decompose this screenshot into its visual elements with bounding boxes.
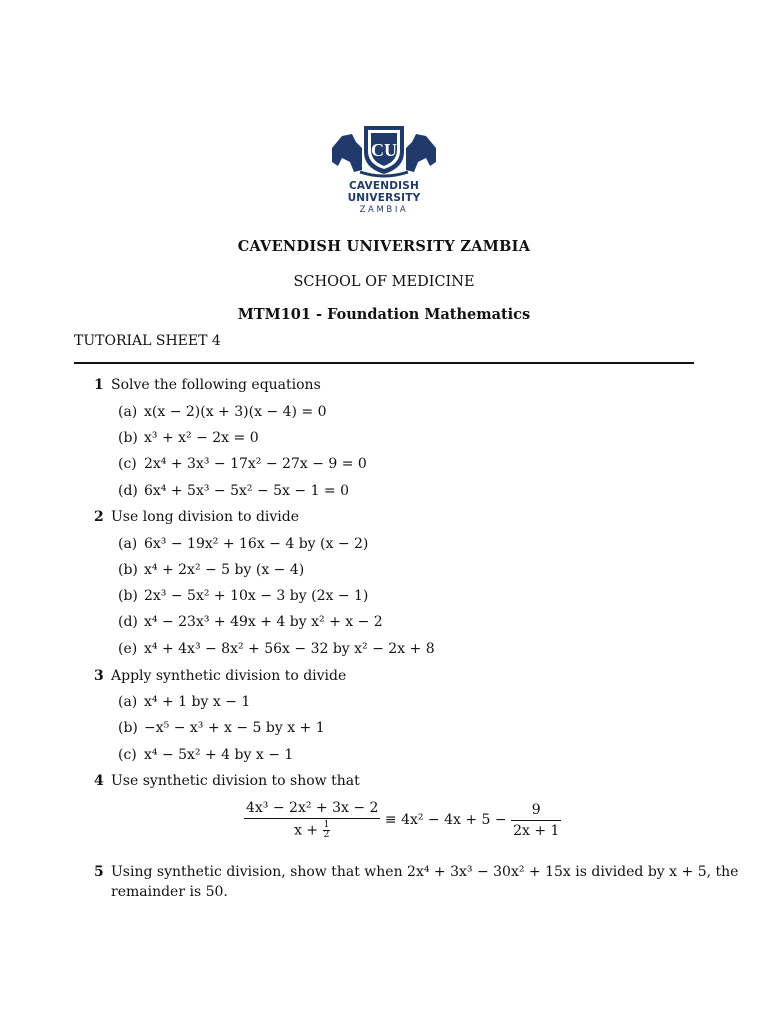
- list-item: [118, 483, 349, 499]
- item-label: (d): [118, 483, 138, 499]
- course-title: MTM101 - Foundation Mathematics: [237, 306, 531, 323]
- lhs-numerator: 4x³ − 2x² + 3x − 2: [246, 800, 379, 816]
- item-label: (b): [118, 430, 138, 446]
- logo-text-cavendish: CAVENDISH: [349, 180, 419, 192]
- lhs-fraction: [244, 800, 380, 840]
- tutorial-sheet-label: TUTORIAL SHEET 4: [74, 333, 221, 349]
- item-expression: x(x − 2)(x + 3)(x − 4) = 0: [144, 404, 327, 420]
- question-prompt: Use long division to divide: [111, 509, 300, 525]
- question-prompt: Use synthetic division to show that: [111, 773, 360, 789]
- item-label: (b): [118, 720, 138, 736]
- list-item: [118, 456, 367, 472]
- equation-middle: ≡ 4x² − 4x + 5 −: [384, 812, 507, 828]
- question-text-line1: Using synthetic division, show that when 2x⁴ + 3x³ − 30x² + 15x is divided by x + 5, the: [111, 864, 739, 880]
- list-item: [118, 536, 368, 552]
- list-item: [118, 747, 293, 763]
- list-item: [118, 404, 327, 420]
- school-title: SCHOOL OF MEDICINE: [293, 274, 475, 290]
- question-number: 1: [94, 377, 104, 393]
- list-item: [118, 430, 259, 446]
- item-label: (c): [118, 747, 137, 763]
- crest-monogram: CU: [371, 140, 397, 160]
- question-prompt: Solve the following equations: [111, 377, 321, 393]
- half-fraction: [323, 821, 331, 840]
- item-label: (a): [118, 536, 138, 552]
- logo-text-zambia: ZAMBIA: [359, 205, 409, 215]
- item-expression: x⁴ − 5x² + 4 by x − 1: [144, 747, 294, 763]
- lhs-denominator: [244, 818, 380, 840]
- question-number: 5: [94, 864, 104, 880]
- item-expression: x⁴ − 23x³ + 49x + 4 by x² + x − 2: [144, 614, 383, 630]
- right-lion-shape: [406, 134, 436, 172]
- rhs-numerator: 9: [531, 801, 541, 818]
- list-item: [118, 562, 304, 578]
- item-expression: x⁴ + 2x² − 5 by (x − 4): [144, 562, 305, 578]
- item-expression: 6x³ − 19x² + 16x − 4 by (x − 2): [144, 536, 369, 552]
- display-equation: [244, 800, 561, 840]
- half-numerator: 1: [323, 820, 330, 830]
- item-label: (b): [118, 588, 138, 604]
- header-divider: [74, 362, 694, 364]
- question-number: 3: [94, 668, 104, 684]
- logo-text-university: UNIVERSITY: [347, 192, 421, 204]
- item-label: (b): [118, 562, 138, 578]
- item-label: (d): [118, 614, 138, 630]
- item-expression: 2x³ − 5x² + 10x − 3 by (2x − 1): [144, 588, 369, 604]
- item-label: (c): [118, 456, 137, 472]
- item-expression: −x⁵ − x³ + x − 5 by x + 1: [144, 720, 325, 736]
- item-expression: 2x⁴ + 3x³ − 17x² − 27x − 9 = 0: [144, 456, 367, 472]
- university-title: CAVENDISH UNIVERSITY ZAMBIA: [237, 238, 531, 255]
- list-item: [118, 641, 435, 657]
- item-label: (a): [118, 404, 138, 420]
- question-prompt: Apply synthetic division to divide: [111, 668, 347, 684]
- question-number: 2: [94, 509, 104, 525]
- list-item: [118, 720, 325, 736]
- item-label: (a): [118, 694, 138, 710]
- half-denominator: 2: [323, 830, 330, 840]
- item-expression: x⁴ + 1 by x − 1: [144, 694, 251, 710]
- rhs-denominator: 2x + 1: [511, 820, 561, 839]
- rhs-fraction: [511, 802, 561, 839]
- item-expression: x⁴ + 4x³ − 8x² + 56x − 32 by x² − 2x + 8: [144, 641, 435, 657]
- list-item: [118, 588, 368, 604]
- list-item: [118, 694, 250, 710]
- lhs-denominator-main: x +: [294, 822, 319, 839]
- item-label: (e): [118, 641, 138, 657]
- question-number: 4: [94, 773, 104, 789]
- item-expression: 6x⁴ + 5x³ − 5x² − 5x − 1 = 0: [144, 483, 350, 499]
- item-expression: x³ + x² − 2x = 0: [144, 430, 259, 446]
- left-lion-shape: [332, 134, 362, 172]
- question-text-line2: remainder is 50.: [111, 884, 228, 900]
- list-item: [118, 614, 383, 630]
